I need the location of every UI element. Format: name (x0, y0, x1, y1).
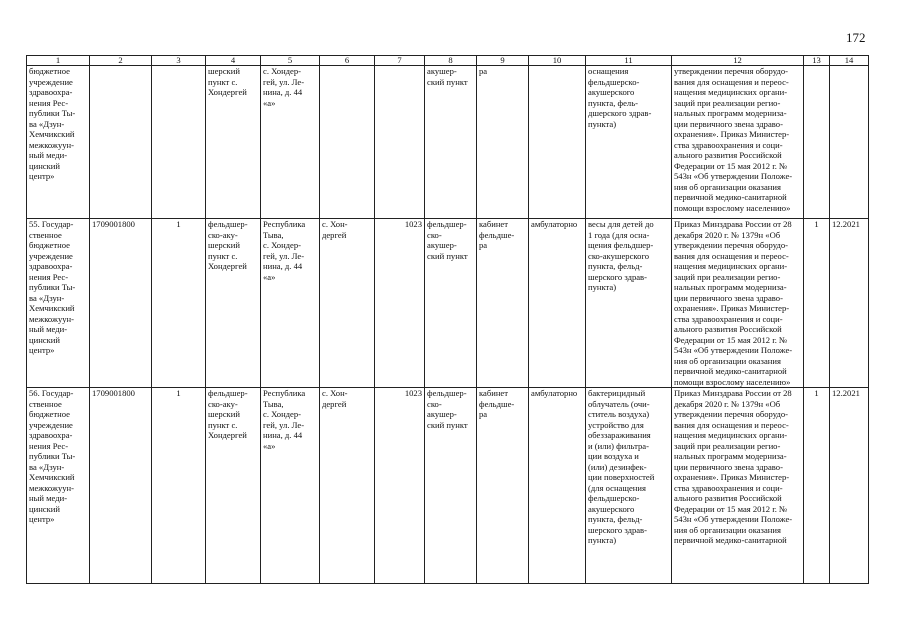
care-conditions-cell: амбулаторно (529, 219, 586, 388)
column-number-7: 7 (375, 56, 425, 66)
index-cell: 1 (152, 219, 206, 388)
quantity-cell: 1 (804, 388, 830, 584)
column-number-3: 3 (152, 56, 206, 66)
address-cell: Республика Тыва, с. Хондер- гей, ул. Ле- нина, д. 44 «а» (261, 219, 320, 388)
column-number-13: 13 (804, 56, 830, 66)
equipment-cell: оснащения фельдшерско- акушерского пункта, фель- дшерского здрав- пункта) (586, 66, 672, 219)
column-number-10: 10 (529, 56, 586, 66)
settlement-cell: с. Хон- дергей (320, 388, 375, 584)
unit-name-cell: шерский пункт с. Хондергей (206, 66, 261, 219)
quantity-cell (804, 66, 830, 219)
equipment-cell: весы для детей до 1 года (для осна- щения фельдшер- ско-акушерского пункта, фельд- шерского здрав- пункта) (586, 219, 672, 388)
column-number-6: 6 (320, 56, 375, 66)
facility-type-cell: акушер- ский пункт (425, 66, 477, 219)
table-row (27, 66, 869, 219)
inn-cell: 1709001800 (90, 219, 152, 388)
care-conditions-cell (529, 66, 586, 219)
facility-type-cell: фельдшер- ско- акушер- ский пункт (425, 388, 477, 584)
page-number: 172 (846, 30, 866, 45)
institution-name-cell: 55. Государ- ственное бюджетное учреждение здравоохра- нения Рес- публики Ты- ва «Дзун- Хемчикский межкожуун- ный меди- цинский центр» (27, 219, 90, 388)
population-cell: 1023 (375, 388, 425, 584)
room-cell: ра (477, 66, 529, 219)
column-number-5: 5 (261, 56, 320, 66)
unit-name-cell: фельдшер- ско-аку- шерский пункт с. Хондергей (206, 219, 261, 388)
regulation-cell: Приказ Минздрава России от 28 декабря 2020 г. № 1379н «Об утверждении перечня оборудо- вания для оснащения и переос- нащения медицинских органи- заций при реализации регио- нальных программ модерниза- ции первичного звена здраво- охранения». Приказ Министер- ства здравоохранения и соци- ального развития Российской Федерации от 15 мая 2012 г. № 543н «Об утверждении Положе- ния об организации оказания первичной медико-санитарной помощи взрослому населению» (672, 219, 804, 388)
date-cell: 12.2021 (830, 219, 869, 388)
column-number-11: 11 (586, 56, 672, 66)
date-cell: 12.2021 (830, 388, 869, 584)
room-cell: кабинет фельдше- ра (477, 388, 529, 584)
column-number-4: 4 (206, 56, 261, 66)
regulation-cell: утверждении перечня оборудо- вания для оснащения и переос- нащения медицинских органи- заций при реализации регио- нальных программ модерниза- ции первичного звена здраво- охранения». Приказ Министер- ства здравоохранения и соци- ального развития Российской Федерации от 15 мая 2012 г. № 543н «Об утверждении Положе- ния об организации оказания первичной медико-санитарной помощи взрослому населению» (672, 66, 804, 219)
quantity-cell: 1 (804, 219, 830, 388)
table-row (27, 388, 869, 584)
regulation-cell: Приказ Минздрава России от 28 декабря 2020 г. № 1379н «Об утверждении перечня оборудо- вания для оснащения и переос- нащения медицинских органи- заций при реализации регио- нальных программ модерниза- ции первичного звена здраво- охранения». Приказ Министер- ства здравоохранения и соци- ального развития Российской Федерации от 15 мая 2012 г. № 543н «Об утверждении Положе- ния об организации оказания первичной медико-санитарной (672, 388, 804, 584)
equipment-table (26, 55, 869, 584)
index-cell: 1 (152, 388, 206, 584)
population-cell (375, 66, 425, 219)
address-cell: Республика Тыва, с. Хондер- гей, ул. Ле- нина, д. 44 «а» (261, 388, 320, 584)
facility-type-cell: фельдшер- ско- акушер- ский пункт (425, 219, 477, 388)
room-cell: кабинет фельдше- ра (477, 219, 529, 388)
column-number-header-row (27, 56, 869, 66)
index-cell (152, 66, 206, 219)
column-number-12: 12 (672, 56, 804, 66)
inn-cell: 1709001800 (90, 388, 152, 584)
institution-name-cell: бюджетное учреждение здравоохра- нения Рес- публики Ты- ва «Дзун- Хемчикский межкожуун- ный меди- цинский центр» (27, 66, 90, 219)
address-cell: с. Хондер- гей, ул. Ле- нина, д. 44 «а» (261, 66, 320, 219)
column-number-2: 2 (90, 56, 152, 66)
settlement-cell: с. Хон- дергей (320, 219, 375, 388)
column-number-1: 1 (27, 56, 90, 66)
table-row (27, 219, 869, 388)
inn-cell (90, 66, 152, 219)
population-cell: 1023 (375, 219, 425, 388)
equipment-cell: бактерицидный облучатель (очи- ститель воздуха) устройство для обеззараживания и (или) фильтра- ции воздуха и (или) дезинфек- ции поверхностей (для оснащения фельдшерско- акушерского пункта, фельд- шерского здрав- пункта) (586, 388, 672, 584)
settlement-cell (320, 66, 375, 219)
unit-name-cell: фельдшер- ско-аку- шерский пункт с. Хондергей (206, 388, 261, 584)
column-number-14: 14 (830, 56, 869, 66)
column-number-8: 8 (425, 56, 477, 66)
date-cell (830, 66, 869, 219)
column-number-9: 9 (477, 56, 529, 66)
institution-name-cell: 56. Государ- ственное бюджетное учреждение здравоохра- нения Рес- публики Ты- ва «Дзун- Хемчикский межкожуун- ный меди- цинский центр» (27, 388, 90, 584)
care-conditions-cell: амбулаторно (529, 388, 586, 584)
